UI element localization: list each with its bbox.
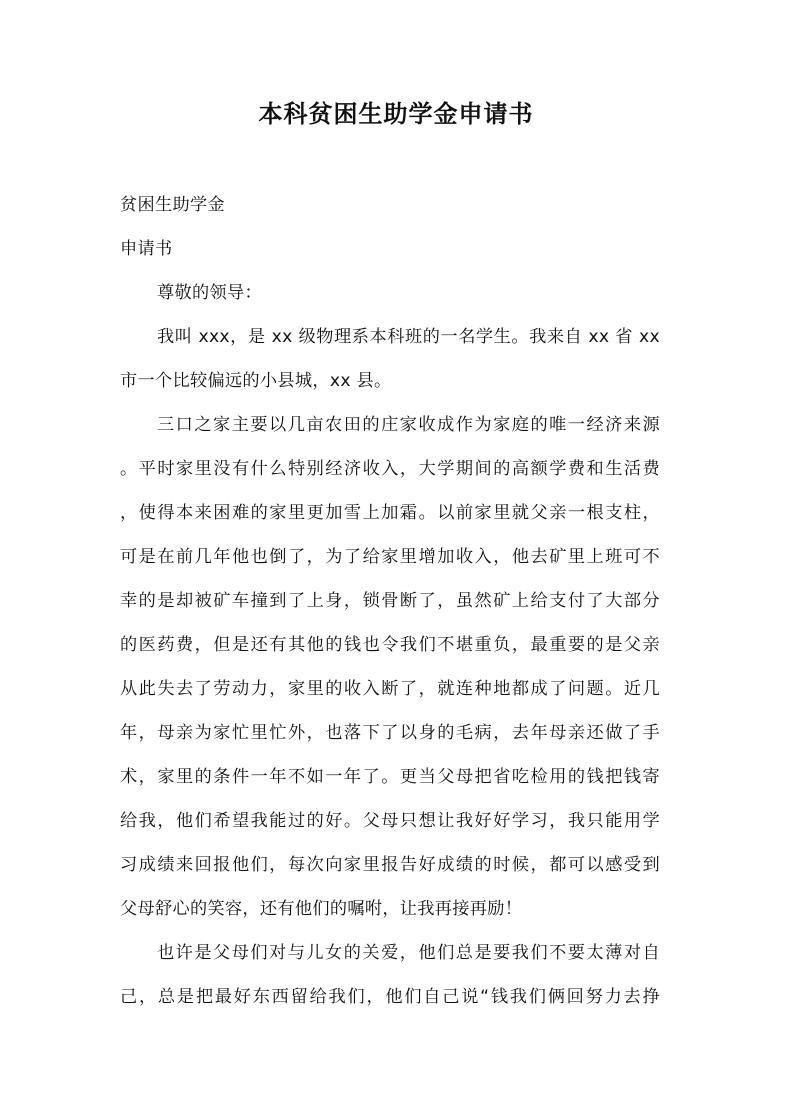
body-line: 的医药费，但是还有其他的钱也令我们不堪重负，最重要的是父亲 [120, 635, 660, 655]
body-line: ，使得本来困难的家里更加雪上加霜。以前家里就父亲一根支柱， [120, 503, 660, 523]
heading-line-1: 贫困生助学金 [120, 195, 225, 215]
body-line: 也许是父母们对与儿女的关爱，他们总是要我们不要太薄对自 [157, 943, 660, 963]
body-line: 年，母亲为家忙里忙外，也落下了以身的毛病，去年母亲还做了手 [120, 723, 660, 743]
heading-line-2: 申请书 [120, 239, 173, 259]
body-line: 幸的是却被矿车撞到了上身，锁骨断了，虽然矿上给支付了大部分 [120, 591, 660, 611]
body-line: 。平时家里没有什么特别经济收入，大学期间的高额学费和生活费 [120, 459, 660, 479]
body-line: 三口之家主要以几亩农田的庄家收成作为家庭的唯一经济来源 [157, 415, 660, 435]
body-line: 市一个比较偏远的小县城，xx 县。 [120, 371, 392, 391]
body-line: 从此失去了劳动力，家里的收入断了，就连种地都成了问题。近几 [120, 679, 660, 699]
salutation: 尊敬的领导： [157, 283, 262, 303]
body-line: 己，总是把最好东西留给我们，他们自己说“钱我们俩回努力去挣 [120, 987, 660, 1007]
body-line: 父母舒心的笑容，还有他们的嘱咐，让我再接再励！ [120, 899, 523, 919]
body-line: 术，家里的条件一年不如一年了。更当父母把省吃检用的钱把钱寄 [120, 767, 660, 787]
body-line: 习成绩来回报他们，每次向家里报告好成绩的时候，都可以感受到 [120, 855, 660, 875]
body-line: 给我，他们希望我能过的好。父母只想让我好好学习，我只能用学 [120, 811, 660, 831]
body-line: 我叫 xxx，是 xx 级物理系本科班的一名学生。我来自 xx 省 xx [157, 327, 660, 347]
document-title: 本科贫困生助学金申请书 [258, 100, 534, 128]
body-line: 可是在前几年他也倒了，为了给家里增加收入，他去矿里上班可不 [120, 547, 660, 567]
